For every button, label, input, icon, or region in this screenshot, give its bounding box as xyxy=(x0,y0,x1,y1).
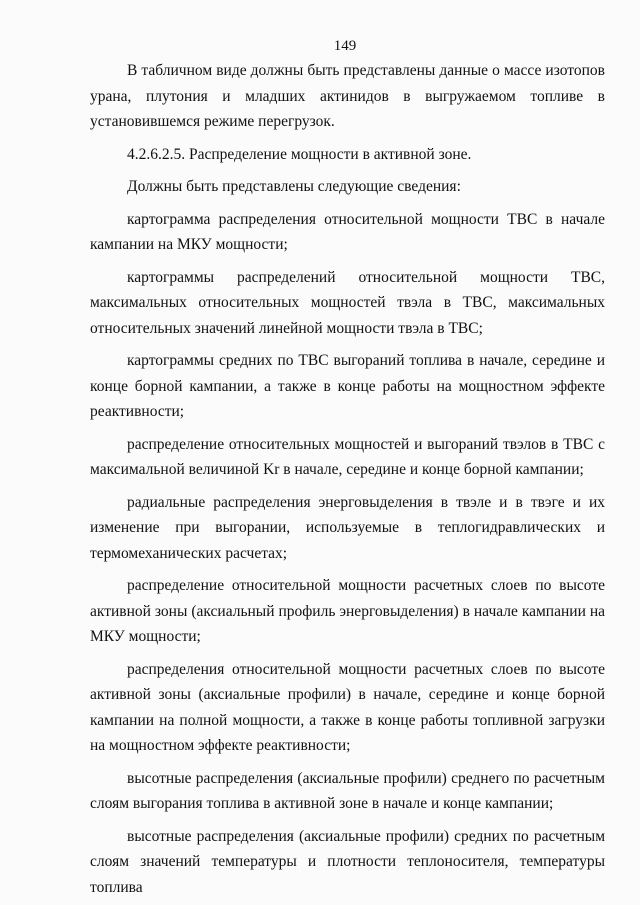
document-body xyxy=(90,58,605,907)
paragraph-isotope-mass: В табличном виде должны быть представлены данные о массе изотопов урана, плутония и младших актинидов в выгружаемом топливе в установившемся режиме перегрузок. xyxy=(90,62,605,130)
list-item-axial-burnup: высотные распределения (аксиальные профили) среднего по расчетным слоям выгорания топлива в активной зоне в начале и конце кампании; xyxy=(90,769,605,812)
list-item-burnup-cartograms: картограммы средних по ТВС выгораний топлива в начале, середине и конце борной кампании, а также в конце работы на мощностном эффекте реактивности; xyxy=(90,352,605,420)
page-number: 149 xyxy=(333,38,357,54)
list-item-radial-distributions: радиальные распределения энерговыделения в твэле и в твэге и их изменение при выгорании, используемые в теплогидравлических и термомеханических расчетах; xyxy=(90,493,605,562)
list-item-power-cartogram: картограмма распределения относительной мощности ТВС в начале кампании на МКУ мощности; xyxy=(90,210,605,253)
paragraph-required-info: Должны быть представлены следующие сведения: xyxy=(127,178,461,195)
section-heading-power-distribution: 4.2.6.2.5. Распределение мощности в активной зоне. xyxy=(127,145,472,163)
list-item-fuel-rod-distribution: распределение относительных мощностей и выгораний твэлов в ТВС с максимальной величиной Kr в начале, середине и конце борной кампании; xyxy=(90,435,605,478)
list-item-axial-profile-start: распределение относительной мощности расчетных слоев по высоте активной зоны (аксиальный профиль энерговыделения) в начале кампании на МКУ мощности; xyxy=(90,577,605,645)
list-item-axial-profiles-campaign: распределения относительной мощности расчетных слоев по высоте активной зоны (аксиальные профили) в начале, середине и конце борной кампании на полной мощности, а также в конце работы топливной загрузки на мощностном эффекте реактивности; xyxy=(90,660,605,754)
list-item-power-cartograms: картограммы распределений относительной мощности ТВС, максимальных относительных мощностей твэла в ТВС, максимальных относительных значений линейной мощности твэла в ТВС; xyxy=(90,268,605,337)
list-item-axial-temperature: высотные распределения (аксиальные профили) средних по расчетным слоям значений температуры и плотности теплоносителя, температуры топлива xyxy=(90,827,605,896)
